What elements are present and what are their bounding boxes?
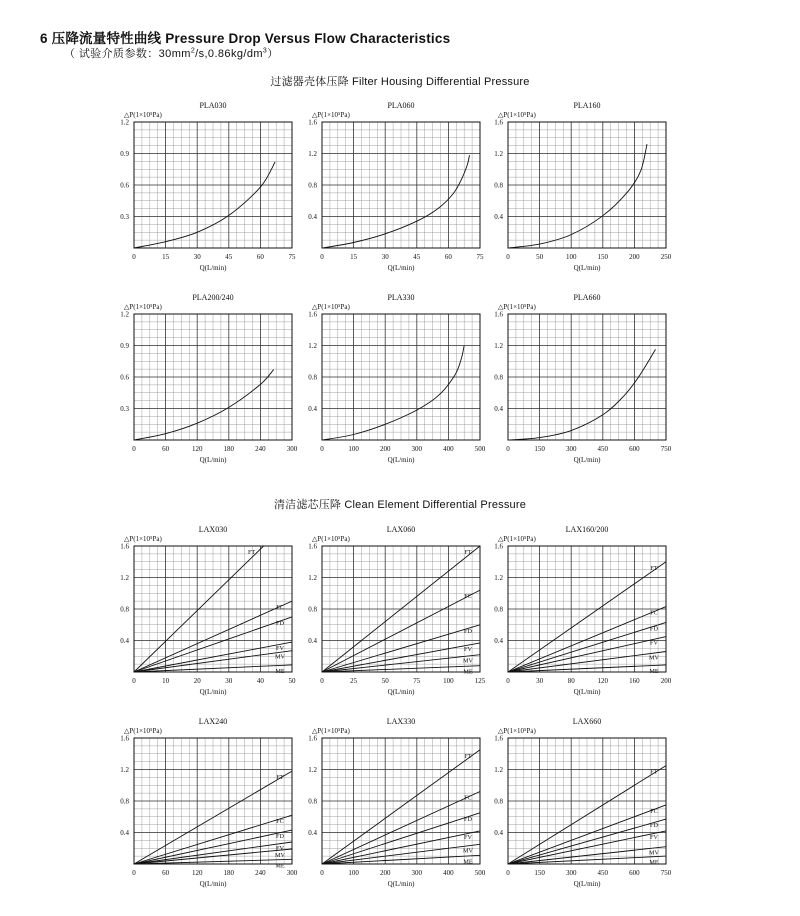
x-tick-label: 200 xyxy=(660,677,672,685)
y-axis-label: △P(1×10⁵Pa) xyxy=(124,303,162,311)
subtitle-text: ） xyxy=(267,48,279,60)
x-tick-label: 200 xyxy=(379,445,391,453)
x-tick-label: 750 xyxy=(660,869,672,877)
chart-lax060 xyxy=(308,525,486,696)
series-label-mv: MV xyxy=(649,849,659,857)
x-tick-label: 300 xyxy=(286,445,298,453)
series-label-me: ME xyxy=(275,862,285,870)
chart-lax660 xyxy=(494,717,672,888)
series-label-fv: FV xyxy=(650,833,658,841)
x-tick-label: 50 xyxy=(381,677,389,685)
x-tick-label: 100 xyxy=(443,677,454,685)
y-tick-label: 0.4 xyxy=(308,637,317,645)
x-tick-label: 15 xyxy=(162,253,170,261)
x-axis-label: Q(L/min) xyxy=(387,688,415,696)
y-tick-label: 0.9 xyxy=(120,150,129,158)
y-axis-label: △P(1×10⁵Pa) xyxy=(312,727,350,735)
y-tick-label: 0.4 xyxy=(120,637,129,645)
series-label-me: ME xyxy=(275,667,285,675)
x-tick-label: 45 xyxy=(413,253,421,261)
x-tick-label: 300 xyxy=(565,869,577,877)
x-tick-label: 750 xyxy=(660,445,672,453)
x-tick-label: 150 xyxy=(534,869,545,877)
chart-pla160 xyxy=(494,101,672,272)
series-label-ft: FT xyxy=(650,564,658,572)
x-tick-label: 200 xyxy=(379,869,391,877)
y-tick-label: 0.8 xyxy=(494,181,503,190)
x-tick-label: 0 xyxy=(320,869,324,877)
y-tick-label: 0.8 xyxy=(120,797,129,806)
x-tick-label: 60 xyxy=(162,869,170,877)
series-label-fd: FD xyxy=(276,833,284,841)
y-tick-label: 0.8 xyxy=(120,605,129,614)
x-tick-label: 0 xyxy=(132,677,136,685)
y-tick-label: 0.6 xyxy=(120,181,129,190)
y-axis-label: △P(1×10⁵Pa) xyxy=(498,727,536,735)
series-label-mv: MV xyxy=(649,654,659,662)
series-label-mv: MV xyxy=(463,847,473,855)
x-tick-label: 100 xyxy=(348,869,359,877)
subtitle-superscript: 3 xyxy=(262,47,268,55)
y-tick-label: 1.2 xyxy=(308,574,317,582)
x-tick-label: 15 xyxy=(350,253,358,261)
y-tick-label: 0.3 xyxy=(120,405,129,413)
y-axis-label: △P(1×10⁵Pa) xyxy=(312,111,350,119)
chart-title: PLA160 xyxy=(573,101,601,110)
x-tick-label: 125 xyxy=(474,677,486,685)
series-label-fd: FD xyxy=(650,822,658,830)
x-tick-label: 30 xyxy=(381,253,389,261)
x-axis-label: Q(L/min) xyxy=(199,880,227,888)
y-tick-label: 0.8 xyxy=(308,373,317,382)
x-tick-label: 0 xyxy=(320,677,324,685)
x-tick-label: 150 xyxy=(534,445,545,453)
y-tick-label: 0.6 xyxy=(120,373,129,382)
y-axis-label: △P(1×10⁵Pa) xyxy=(498,303,536,311)
x-tick-label: 300 xyxy=(411,869,423,877)
chart-title: PLA660 xyxy=(573,293,601,302)
x-tick-label: 30 xyxy=(193,253,201,261)
y-tick-label: 1.6 xyxy=(494,118,503,127)
x-tick-label: 75 xyxy=(413,677,421,685)
chart-title: PLA200/240 xyxy=(192,293,234,302)
series-label-me: ME xyxy=(463,668,473,676)
x-axis-label: Q(L/min) xyxy=(199,264,227,272)
x-axis-label: Q(L/min) xyxy=(573,456,601,464)
x-tick-label: 200 xyxy=(629,253,640,261)
subtitle-superscript: 2 xyxy=(190,47,196,55)
x-tick-label: 0 xyxy=(132,869,136,877)
x-tick-label: 0 xyxy=(506,869,510,877)
chart-title: LAX330 xyxy=(386,717,416,726)
x-axis-label: Q(L/min) xyxy=(573,880,601,888)
series-label-fd: FD xyxy=(464,815,472,823)
x-axis-label: Q(L/min) xyxy=(573,264,601,272)
chart-title: LAX660 xyxy=(572,717,602,726)
x-tick-label: 300 xyxy=(411,445,423,453)
x-tick-label: 50 xyxy=(288,677,296,685)
x-tick-label: 40 xyxy=(256,677,264,685)
series-label-fv: FV xyxy=(464,645,472,653)
page-title: 6 压降流量特性曲线 Pressure Drop Versus Flow Characteristics xyxy=(40,31,451,46)
x-tick-label: 180 xyxy=(223,445,235,453)
y-tick-label: 1.6 xyxy=(308,542,317,551)
series-label-me: ME xyxy=(649,667,659,675)
y-axis-label: △P(1×10⁵Pa) xyxy=(498,111,536,119)
y-tick-label: 1.6 xyxy=(308,310,317,319)
series-label-ft: FT xyxy=(650,768,658,776)
x-tick-label: 100 xyxy=(565,253,577,261)
x-tick-label: 240 xyxy=(255,445,266,453)
x-tick-label: 160 xyxy=(629,677,640,685)
y-tick-label: 0.4 xyxy=(494,829,503,837)
y-tick-label: 0.4 xyxy=(308,213,317,221)
y-tick-label: 0.8 xyxy=(308,181,317,190)
y-tick-label: 0.4 xyxy=(494,405,503,413)
y-tick-label: 1.6 xyxy=(120,542,129,551)
x-tick-label: 60 xyxy=(162,445,170,453)
y-axis-label: △P(1×10⁵Pa) xyxy=(124,111,162,119)
series-label-fc: FC xyxy=(650,807,658,815)
x-tick-label: 0 xyxy=(320,253,324,261)
series-label-fc: FC xyxy=(276,604,284,612)
y-axis-label: △P(1×10⁵Pa) xyxy=(124,535,162,543)
y-tick-label: 1.2 xyxy=(494,150,503,158)
y-tick-label: 1.6 xyxy=(494,542,503,551)
series-label-me: ME xyxy=(649,859,659,867)
y-tick-label: 0.4 xyxy=(494,213,503,221)
subtitle-text: /s,0.86kg/dm xyxy=(195,48,263,60)
y-axis-label: △P(1×10⁵Pa) xyxy=(498,535,536,543)
series-label-fd: FD xyxy=(464,627,472,635)
series-line xyxy=(322,155,470,248)
x-tick-label: 100 xyxy=(348,445,359,453)
y-tick-label: 1.6 xyxy=(308,734,317,743)
x-tick-label: 75 xyxy=(476,253,484,261)
series-line xyxy=(508,349,656,440)
y-axis-label: △P(1×10⁵Pa) xyxy=(312,535,350,543)
x-tick-label: 600 xyxy=(629,869,640,877)
chart-title: LAX240 xyxy=(198,717,228,726)
x-axis-label: Q(L/min) xyxy=(199,688,227,696)
y-tick-label: 0.4 xyxy=(308,405,317,413)
series-label-fd: FD xyxy=(276,619,284,627)
chart-lax240 xyxy=(120,717,298,888)
chart-pla060 xyxy=(308,101,484,272)
series-line xyxy=(134,162,275,248)
x-tick-label: 500 xyxy=(474,445,486,453)
y-tick-label: 0.3 xyxy=(120,213,129,221)
x-tick-label: 0 xyxy=(132,445,136,453)
x-tick-label: 400 xyxy=(443,869,454,877)
y-tick-label: 0.8 xyxy=(308,797,317,806)
y-axis-label: △P(1×10⁵Pa) xyxy=(312,303,350,311)
x-tick-label: 50 xyxy=(536,253,544,261)
chart-pla330 xyxy=(308,293,486,464)
y-tick-label: 0.8 xyxy=(494,373,503,382)
x-axis-label: Q(L/min) xyxy=(387,880,415,888)
x-tick-label: 600 xyxy=(629,445,640,453)
x-tick-label: 400 xyxy=(443,445,454,453)
series-label-ft: FT xyxy=(276,774,284,782)
y-tick-label: 1.2 xyxy=(308,766,317,774)
series-label-fc: FC xyxy=(464,794,472,802)
series-label-fd: FD xyxy=(650,625,658,633)
y-axis-label: △P(1×10⁵Pa) xyxy=(124,727,162,735)
x-tick-label: 0 xyxy=(506,253,510,261)
y-tick-label: 1.2 xyxy=(120,574,129,582)
x-tick-label: 250 xyxy=(660,253,672,261)
y-tick-label: 1.6 xyxy=(494,734,503,743)
x-tick-label: 20 xyxy=(193,677,201,685)
x-axis-label: Q(L/min) xyxy=(387,264,415,272)
chart-lax030 xyxy=(120,525,296,696)
series-label-me: ME xyxy=(463,858,473,866)
x-tick-label: 500 xyxy=(474,869,486,877)
x-tick-label: 10 xyxy=(162,677,170,685)
y-tick-label: 1.2 xyxy=(308,150,317,158)
chart-pla660 xyxy=(494,293,672,464)
series-label-fv: FV xyxy=(276,844,284,852)
y-tick-label: 1.2 xyxy=(494,342,503,350)
x-tick-label: 0 xyxy=(320,445,324,453)
y-tick-label: 1.6 xyxy=(308,118,317,127)
section-title-element: 清洁滤芯压降 Clean Element Differential Pressure xyxy=(273,499,527,511)
y-tick-label: 1.2 xyxy=(120,118,129,127)
series-label-fv: FV xyxy=(464,833,472,841)
series-label-ft: FT xyxy=(464,549,472,556)
y-tick-label: 1.6 xyxy=(494,310,503,319)
series-label-fv: FV xyxy=(276,645,284,653)
series-label-ft: FT xyxy=(464,752,472,760)
chart-lax330 xyxy=(308,717,486,888)
series-label-fc: FC xyxy=(650,609,658,617)
x-tick-label: 30 xyxy=(225,677,233,685)
y-tick-label: 1.2 xyxy=(308,342,317,350)
x-tick-label: 450 xyxy=(597,869,609,877)
x-tick-label: 60 xyxy=(256,253,264,261)
chart-title: PLA060 xyxy=(387,101,415,110)
x-tick-label: 0 xyxy=(506,677,510,685)
y-tick-label: 0.4 xyxy=(308,829,317,837)
x-tick-label: 240 xyxy=(255,869,266,877)
series-label-mv: MV xyxy=(275,653,285,661)
subtitle-text: （ 试验介质参数：30mm xyxy=(64,48,191,60)
x-tick-label: 180 xyxy=(223,869,235,877)
x-tick-label: 25 xyxy=(350,677,358,685)
chart-title: LAX060 xyxy=(386,525,416,534)
y-tick-label: 0.4 xyxy=(494,637,503,645)
y-tick-label: 1.2 xyxy=(494,766,503,774)
chart-title: PLA030 xyxy=(199,101,227,110)
x-axis-label: Q(L/min) xyxy=(199,456,227,464)
x-axis-label: Q(L/min) xyxy=(387,456,415,464)
chart-title: LAX030 xyxy=(198,525,228,534)
y-tick-label: 1.2 xyxy=(494,574,503,582)
x-tick-label: 75 xyxy=(288,253,296,261)
x-tick-label: 80 xyxy=(567,677,575,685)
y-tick-label: 1.2 xyxy=(120,766,129,774)
series-label-mv: MV xyxy=(275,852,285,860)
series-label-fv: FV xyxy=(650,639,658,647)
chart-title: PLA330 xyxy=(387,293,415,302)
x-tick-label: 300 xyxy=(565,445,577,453)
y-tick-label: 0.8 xyxy=(494,797,503,806)
chart-lax160-200 xyxy=(494,525,672,696)
x-tick-label: 120 xyxy=(597,677,609,685)
y-tick-label: 0.8 xyxy=(308,605,317,614)
x-tick-label: 60 xyxy=(444,253,452,261)
series-label-fc: FC xyxy=(464,593,472,601)
series-label-ft: FT xyxy=(247,549,256,556)
y-tick-label: 0.9 xyxy=(120,342,129,350)
chart-title: LAX160/200 xyxy=(565,525,609,534)
x-tick-label: 450 xyxy=(597,445,609,453)
x-tick-label: 150 xyxy=(597,253,609,261)
y-tick-label: 1.2 xyxy=(120,310,129,319)
x-tick-label: 120 xyxy=(191,869,203,877)
y-tick-label: 0.8 xyxy=(494,605,503,614)
chart-pla200-240 xyxy=(120,293,298,464)
y-tick-label: 0.4 xyxy=(120,829,129,837)
x-tick-label: 30 xyxy=(536,677,544,685)
chart-pla030 xyxy=(120,101,296,272)
x-tick-label: 0 xyxy=(506,445,510,453)
section-title-housing: 过滤器壳体压降 Filter Housing Differential Pressure xyxy=(270,76,530,88)
x-tick-label: 300 xyxy=(286,869,298,877)
series-label-mv: MV xyxy=(463,657,473,665)
series-label-fc: FC xyxy=(276,818,284,826)
x-tick-label: 120 xyxy=(191,445,203,453)
x-tick-label: 45 xyxy=(225,253,233,261)
x-tick-label: 0 xyxy=(132,253,136,261)
x-axis-label: Q(L/min) xyxy=(573,688,601,696)
y-tick-label: 1.6 xyxy=(120,734,129,743)
